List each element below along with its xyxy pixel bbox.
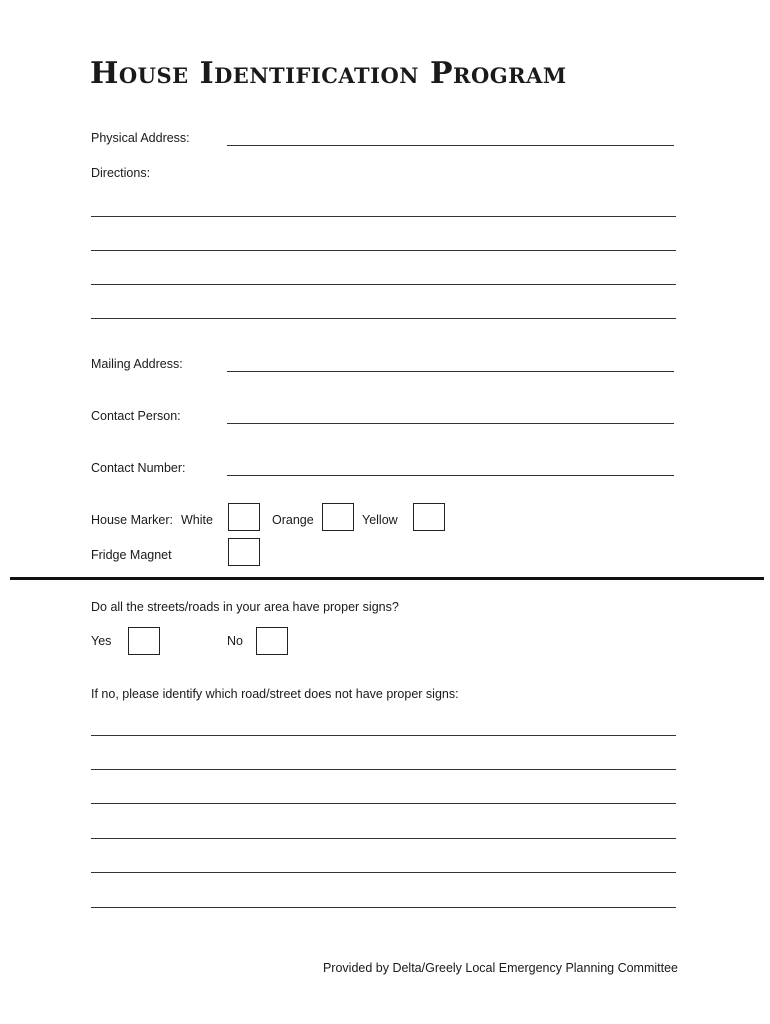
directions-label: Directions:: [91, 166, 151, 180]
roads-line-5[interactable]: [91, 872, 676, 873]
footer-credit: Provided by Delta/Greely Local Emergency Planning Committee: [322, 961, 678, 975]
house-marker-orange-label: Orange: [272, 513, 314, 527]
contact-person-label: Contact Person:: [91, 409, 181, 423]
house-marker-yellow-checkbox[interactable]: [413, 503, 445, 531]
directions-line-1[interactable]: [91, 216, 676, 217]
directions-line-3[interactable]: [91, 284, 676, 285]
roads-line-4[interactable]: [91, 838, 676, 839]
contact-number-field[interactable]: [227, 475, 674, 476]
house-marker-orange-checkbox[interactable]: [322, 503, 354, 531]
house-marker-white-checkbox[interactable]: [228, 503, 260, 531]
section-divider: [10, 577, 764, 580]
no-checkbox[interactable]: [256, 627, 288, 655]
directions-line-2[interactable]: [91, 250, 676, 251]
roads-line-2[interactable]: [91, 769, 676, 770]
page-title: House Identification Program: [90, 56, 567, 91]
if-no-prompt: If no, please identify which road/street does not have proper signs:: [91, 687, 459, 701]
contact-number-label: Contact Number:: [91, 461, 186, 475]
contact-person-field[interactable]: [227, 423, 674, 424]
house-marker-white-label: White: [181, 513, 213, 527]
signs-question: Do all the streets/roads in your area have proper signs?: [91, 600, 399, 614]
roads-line-3[interactable]: [91, 803, 676, 804]
roads-line-1[interactable]: [91, 735, 676, 736]
directions-line-4[interactable]: [91, 318, 676, 319]
house-marker-label: House Marker:: [91, 513, 173, 527]
mailing-address-field[interactable]: [227, 371, 674, 372]
yes-label: Yes: [91, 634, 112, 648]
physical-address-field[interactable]: [227, 145, 674, 146]
no-label: No: [227, 634, 243, 648]
yes-checkbox[interactable]: [128, 627, 160, 655]
mailing-address-label: Mailing Address:: [91, 357, 183, 371]
fridge-magnet-checkbox[interactable]: [228, 538, 260, 566]
house-marker-yellow-label: Yellow: [362, 513, 398, 527]
physical-address-label: Physical Address:: [91, 131, 190, 145]
fridge-magnet-label: Fridge Magnet: [91, 548, 172, 562]
roads-line-6[interactable]: [91, 907, 676, 908]
